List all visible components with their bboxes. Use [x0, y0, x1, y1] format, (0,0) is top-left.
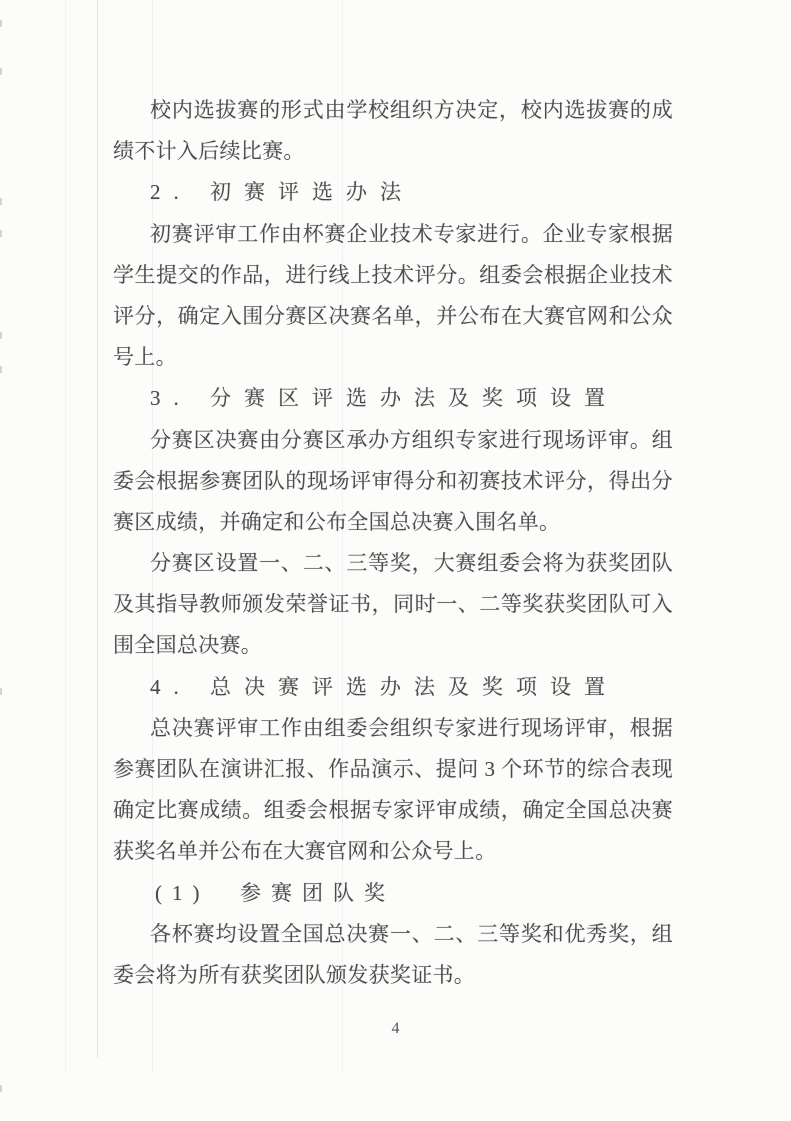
text-line: 分赛区设置一、二、三等奖，大赛组委会将为获奖团队: [150, 551, 673, 576]
text-line: 校内选拔赛的形式由学校组织方决定，校内选拔赛的成: [150, 98, 673, 122]
text-line: 围全国总决赛。: [113, 633, 263, 658]
text-line: 分赛区决赛由分赛区承办方组织专家进行现场评审。组: [150, 427, 673, 452]
text-line: 号上。: [113, 345, 177, 370]
text-line: 学生提交的作品，进行线上技术评分。组委会根据企业技术: [113, 262, 673, 287]
scan-streak: [65, 0, 66, 1072]
scan-speck: [0, 688, 2, 695]
page-number: 4: [391, 1020, 400, 1037]
scan-speck: [0, 20, 2, 27]
scan-speck: [0, 198, 2, 205]
text-line: 参赛团队在演讲汇报、作品演示、提问 3 个环节的综合表现: [113, 757, 673, 781]
scan-speck: [0, 332, 2, 339]
text-line: 赛区成绩，并确定和公布全国总决赛入围名单。: [113, 509, 561, 534]
text-line: 获奖名单并公布在大赛官网和公众号上。: [113, 839, 497, 864]
text-line: 确定比赛成绩。组委会根据专家评审成绩，确定全国总决赛: [113, 798, 673, 823]
scan-speck: [0, 68, 2, 75]
text-line: 委会将为所有获奖团队颁发获奖证书。: [113, 962, 476, 987]
text-line: 委会根据参赛团队的现场评审得分和初赛技术评分，得出分: [113, 468, 673, 493]
text-line: 初赛评审工作由杯赛企业技术专家进行。企业专家根据: [150, 221, 673, 246]
page-content: [113, 90, 673, 996]
section-heading-3: 3. 分赛区评选办法及奖项设置: [150, 386, 618, 411]
scan-speck: [0, 1085, 2, 1092]
scan-fold-line: [97, 0, 98, 1058]
scan-speck: [0, 366, 2, 373]
subsection-heading-1: (1) 参赛团队奖: [155, 880, 395, 905]
scan-speck: [0, 230, 2, 237]
section-heading-4: 4. 总决赛评选办法及奖项设置: [150, 674, 618, 699]
section-heading-2: 2. 初赛评选办法: [150, 180, 414, 205]
text-line: 及其指导教师颁发荣誉证书，同时一、二等奖获奖团队可入: [113, 592, 673, 617]
text-line: 评分，确定入围分赛区决赛名单，并公布在大赛官网和公众: [113, 303, 673, 328]
text-line: 各杯赛均设置全国总决赛一、二、三等奖和优秀奖，组: [150, 921, 673, 946]
text-line: 总决赛评审工作由组委会组织专家进行现场评审，根据: [150, 715, 673, 740]
text-line: 绩不计入后续比赛。: [113, 139, 305, 164]
